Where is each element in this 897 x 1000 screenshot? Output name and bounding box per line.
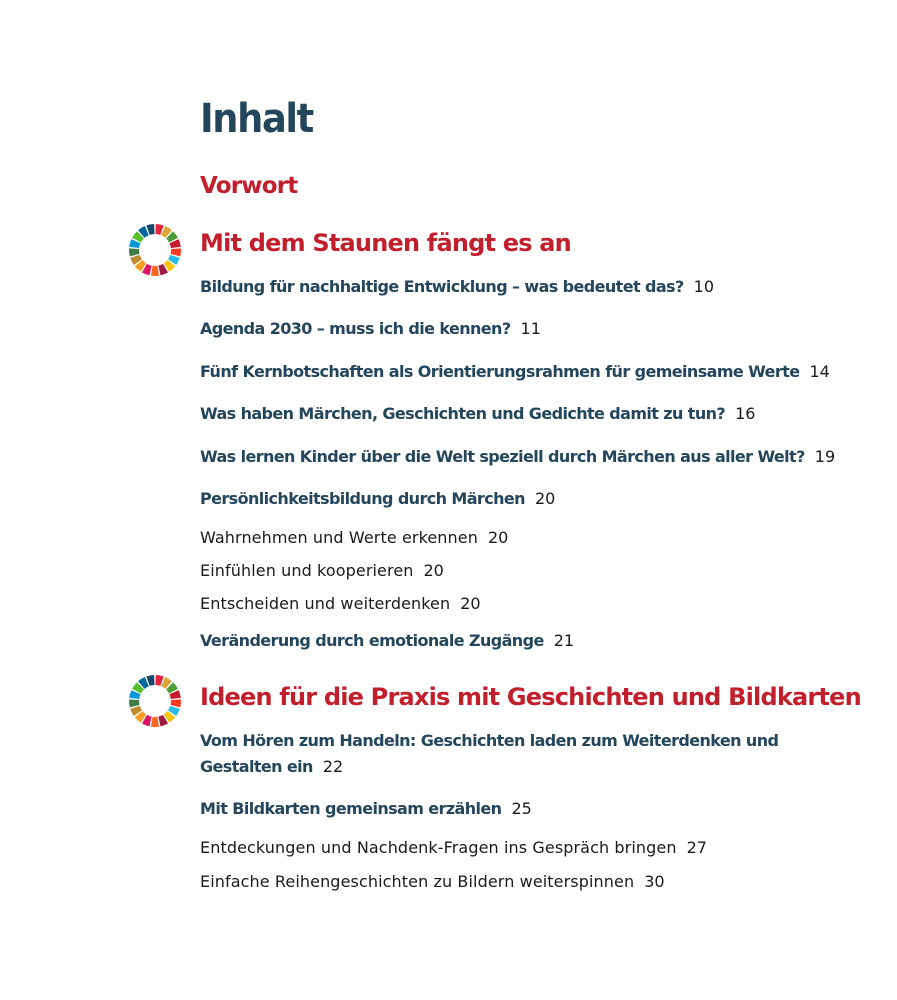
page-title: Inhalt <box>200 96 313 142</box>
toc-page-number: 16 <box>735 404 756 423</box>
section-heading-1[interactable]: Mit dem Staunen fängt es an <box>200 229 571 257</box>
toc-entry-title: Gestalten ein <box>200 757 313 776</box>
toc-entry[interactable] <box>200 799 532 818</box>
sdg-wheel-segment <box>129 699 139 707</box>
toc-page-number: 14 <box>809 362 830 381</box>
toc-subentry[interactable] <box>200 838 707 857</box>
toc-entry-title: Wahrnehmen und Werte erkennen <box>200 528 478 547</box>
toc-entry-title: Was haben Märchen, Geschichten und Gedichte damit zu tun? <box>200 404 726 423</box>
toc-page-number: 21 <box>553 631 575 650</box>
toc-entry-continued[interactable] <box>200 757 343 776</box>
toc-entry-title: Was lernen Kinder über die Welt speziell durch Märchen aus aller Welt? <box>200 447 805 466</box>
toc-entry-title: Vom Hören zum Handeln: Geschichten laden zum Weiterdenken und <box>200 731 779 750</box>
sdg-wheel-segment <box>151 717 159 727</box>
toc-page-number: 22 <box>322 757 344 776</box>
toc-page-number: 20 <box>423 561 444 580</box>
sdg-wheel-icon <box>128 223 182 277</box>
toc-subentry[interactable] <box>200 561 444 580</box>
toc-subentry[interactable] <box>200 594 481 613</box>
toc-page-number: 30 <box>644 872 665 891</box>
toc-entry-title: Veränderung durch emotionale Zugänge <box>200 631 544 650</box>
toc-entry-title: Persönlichkeitsbildung durch Märchen <box>200 489 525 508</box>
toc-page-number: 20 <box>487 528 509 547</box>
sdg-wheel-segment <box>171 248 181 256</box>
sdg-wheel-icon <box>128 674 182 728</box>
toc-entry-title: Einfache Reihengeschichten zu Bildern weiterspinnen <box>200 872 635 891</box>
sdg-wheel-segment <box>171 699 181 707</box>
toc-entry-title: Mit Bildkarten gemeinsam erzählen <box>200 799 502 818</box>
toc-entry-title: Entscheiden und weiterdenken <box>200 594 451 613</box>
toc-subentry[interactable] <box>200 872 665 891</box>
toc-entry-title: Bildung für nachhaltige Entwicklung – was bedeutet das? <box>200 277 684 296</box>
sdg-wheel-segment <box>151 266 159 276</box>
toc-entry[interactable] <box>200 277 714 296</box>
toc-entry[interactable] <box>200 489 555 508</box>
toc-entry-title: Fünf Kernbotschaften als Orientierungsrahmen für gemeinsame Werte <box>200 362 800 381</box>
toc-page-number: 19 <box>814 447 836 466</box>
toc-entry-title: Agenda 2030 – muss ich die kennen? <box>200 319 511 338</box>
toc-entry[interactable] <box>200 447 835 466</box>
section-heading-2[interactable]: Ideen für die Praxis mit Geschichten und Bildkarten <box>200 683 861 711</box>
toc-entry-title: Einfühlen und kooperieren <box>200 561 414 580</box>
toc-page-number: 11 <box>520 319 541 338</box>
sdg-wheel-segment <box>129 248 139 256</box>
toc-vorwort[interactable]: Vorwort <box>200 173 298 199</box>
toc-entry[interactable] <box>200 404 755 423</box>
toc-page-number: 20 <box>534 489 556 508</box>
toc-entry[interactable] <box>200 731 778 750</box>
toc-entry[interactable] <box>200 319 541 338</box>
toc-page-number: 10 <box>693 277 715 296</box>
toc-page-number: 20 <box>460 594 481 613</box>
toc-page-number: 27 <box>686 838 707 857</box>
toc-entry[interactable] <box>200 631 574 650</box>
toc-entry-title: Entdeckungen und Nachdenk-Fragen ins Gespräch bringen <box>200 838 677 857</box>
toc-entry[interactable] <box>200 362 830 381</box>
toc-page-number: 25 <box>511 799 532 818</box>
toc-subentry[interactable] <box>200 528 508 547</box>
